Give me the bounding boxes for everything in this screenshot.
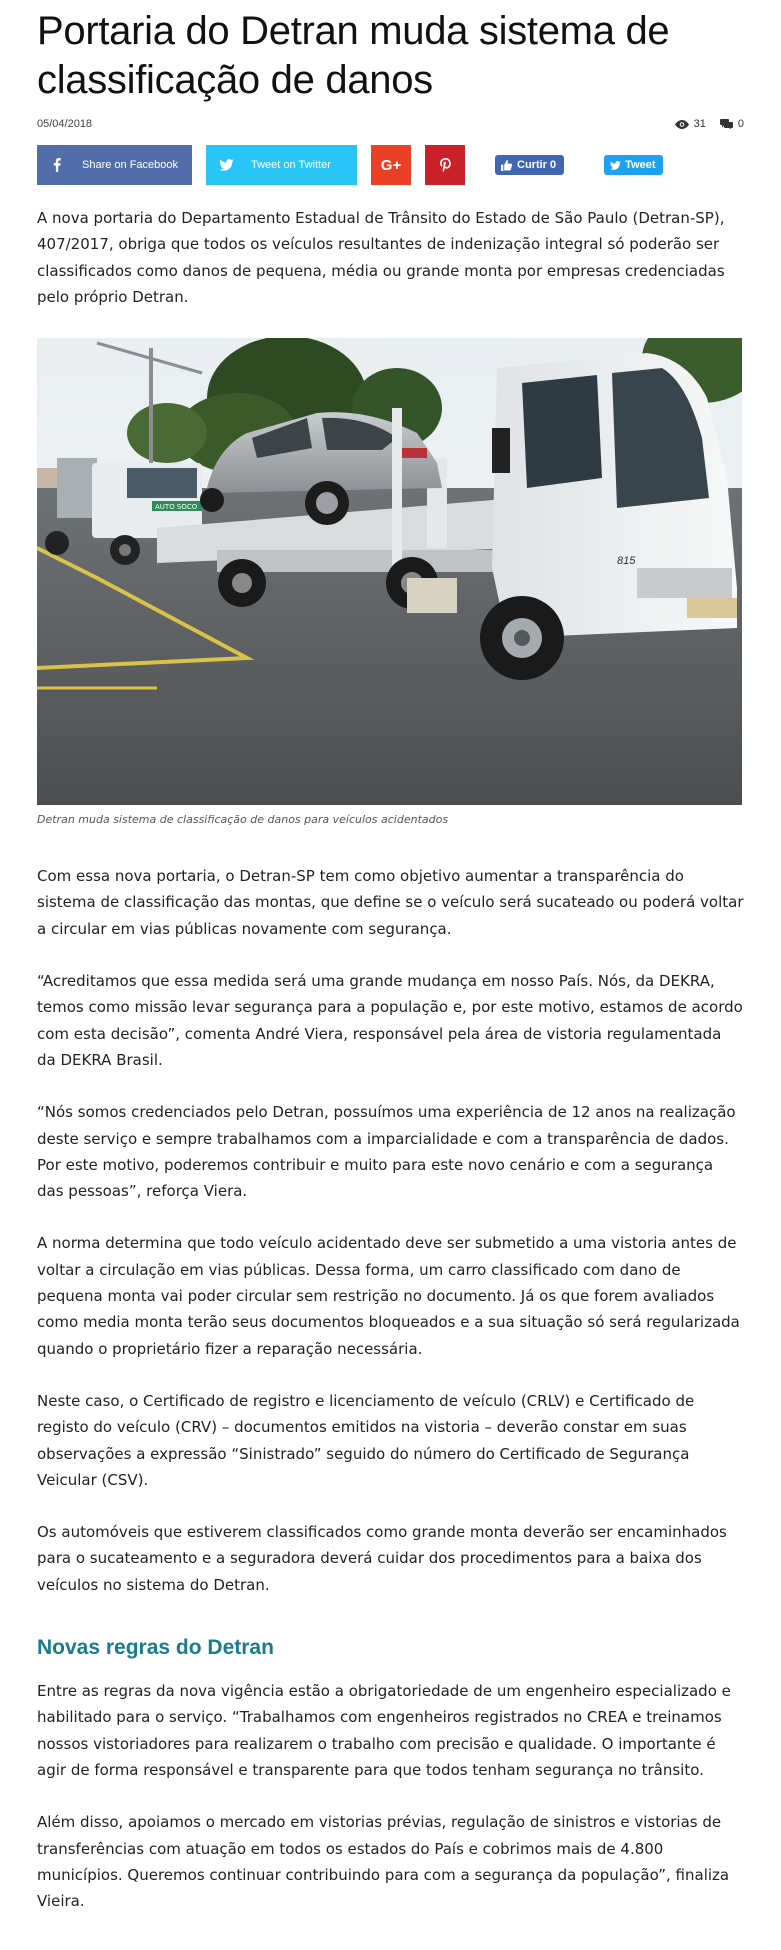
article-title: Portaria do Detran muda sistema de classificação de danos [37,9,670,102]
comments-counter[interactable] [720,118,744,130]
facebook-like-label: Curtir 0 [517,159,557,171]
facebook-like-button[interactable] [495,155,564,175]
paragraph-1: Com essa nova portaria, o Detran-SP tem como objetivo aumentar a transparência do sistema de classificação das montas, que define se o veículo será sucateado ou poderá voltar a circular em vias públicas novamente com segurança. [37,867,744,938]
views-counter [675,118,706,130]
section-heading: Novas regras do Detran [37,1636,274,1660]
paragraph-4: A norma determina que todo veículo acidentado deve ser submetido a uma vistoria antes de voltar a circulação em vias públicas. Dessa forma, um carro classificado com dano de pequena monta vai poder circular sem restrição no documento. Já os que forem avaliados como media monta terão seus documentos bloqueados e a sua situação só será regularizada quando o proprietário fizer a reparação necessária. [37,1234,740,1358]
thumbs-up-icon [501,160,512,171]
article-photo [37,338,742,805]
share-bar [37,145,744,185]
tow-truck-photo [37,338,742,805]
google-plus-icon: G+ [380,156,402,174]
paragraph-3: “Nós somos credenciados pelo Detran, possuímos uma experiência de 12 anos na realização deste serviço e sempre trabalhamos com a imparcialidade e com a transparência de dados. Por este motivo, poderemos contribuir e muito para este novo cenário e com a segurança das pessoas”, reforça Viera. [37,1103,736,1201]
paragraph-5: Neste caso, o Certificado de registro e licenciamento de veículo (CRLV) e Certificado de registo do veículo (CRV) – documentos emitidos na vistoria – deverão constar em suas observações a expressão “Sinistrado” seguido do número do Certificado de Segurança Veicular (CSV). [37,1391,695,1489]
truck-side-text: AUTO SOCO [155,503,198,512]
tweet-label: Tweet [625,159,656,171]
share-facebook-button[interactable] [37,145,192,185]
share-twitter-label: Tweet on Twitter [251,159,331,171]
comments-count: 0 [737,118,744,130]
article-intro: A nova portaria do Departamento Estadual de Trânsito do Estado de São Paulo (Detran-SP), 407/2017, obriga que todos os veículos resultantes de indenização integral só poderão ser classificados como danos de pequena, média ou grande monta por empresas credenciadas pelo próprio Detran. [37,209,725,306]
share-twitter-button[interactable] [206,145,357,185]
share-pinterest-button[interactable] [425,145,465,185]
views-count: 31 [693,118,706,130]
paragraph-2: “Acreditamos que essa medida será uma grande mudança em nosso País. Nós, da DEKRA, temos como missão levar segurança para a população e, por este motivo, estamos de acordo com esta decisão”, comenta André Viera, responsável pela área de vistoria regulamentada da DEKRA Brasil. [37,972,743,1069]
truck-model-text: 815 [617,555,636,568]
share-google-plus-button[interactable] [371,145,411,185]
paragraph-7: Entre as regras da nova vigência estão a obrigatoriedade de um engenheiro especializado e habilitado para o serviço. “Trabalhamos com engenheiros registrados no CREA e treinamos nossos vistoriadores para realizarem o trabalho com precisão e qualidade. O importante é agir de forma responsável e transparente para que todos tenham segurança no trânsito. [37,1682,731,1779]
paragraph-8: Além disso, apoiamos o mercado em vistorias prévias, regulação de sinistros e vistorias de transferências com atuação em todos os estados do País e cobrimos mais de 4.800 municípios. Queremos continuar contribuindo para com a segurança da população”, finaliza Vieira. [37,1813,730,1911]
eye-icon [675,120,689,129]
article-stats [675,118,744,130]
article-meta [37,115,744,133]
tweet-button[interactable] [604,155,663,175]
twitter-icon [610,161,621,170]
article-date: 05/04/2018 [37,118,93,130]
pinterest-icon [425,145,465,185]
photo-caption: Detran muda sistema de classificação de danos para veículos acidentados [37,813,449,827]
twitter-icon [206,145,246,185]
share-facebook-label: Share on Facebook [82,159,179,171]
comment-icon [720,119,733,129]
facebook-icon [37,145,77,185]
paragraph-6: Os automóveis que estiverem classificados como grande monta deverão ser encaminhados para o sucateamento e a seguradora deverá cuidar dos procedimentos para a baixa dos veículos no sistema do Detran. [37,1523,727,1594]
